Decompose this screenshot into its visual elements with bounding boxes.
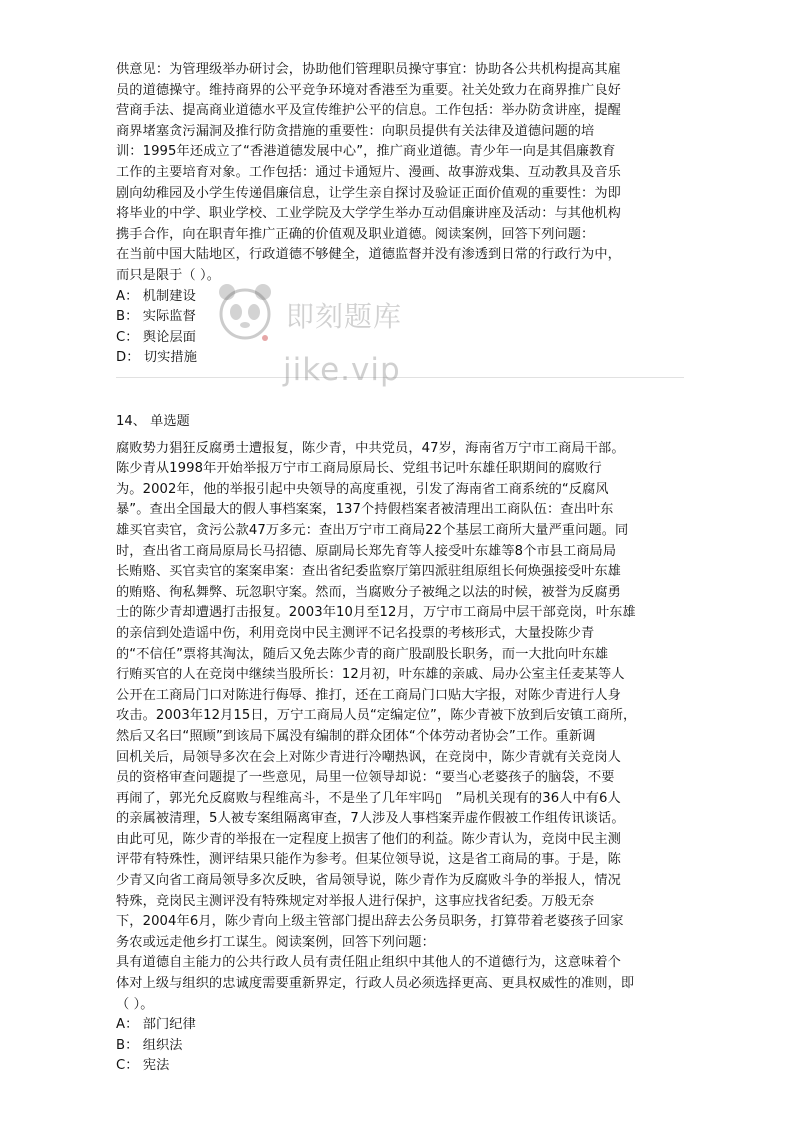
text-line: 的贿赂、徇私舞弊、玩忽职守案。然而，当腐败分子被绳之以法的时候，被誉为反腐勇 xyxy=(116,584,621,600)
text-line: 的亲信到处造谣中伤，利用竞岗中民主测评不记名投票的考核形式，大量投陈少青 xyxy=(116,625,595,641)
text-line: 再闹了，郭光允反腐败与程维高斗，不是坐了几年牢吗▯ ”局机关现有的36人中有6人 xyxy=(116,790,621,806)
question-13-continuation xyxy=(116,60,688,369)
option-a[interactable]: A： 部门纪律 xyxy=(116,1017,196,1033)
watermark-url: jike.vip xyxy=(283,352,401,388)
watermark-name: 即刻题库 xyxy=(286,300,403,333)
question-stem-line: 体对上级与组织的忠诚度需要重新界定，行政人员必须选择更高、更具权威性的准则，即 xyxy=(116,976,635,992)
question-stem-line: 而只是限于（ ）。 xyxy=(116,267,220,283)
text-line: 务农或远走他乡打工谋生。阅读案例，回答下列问题： xyxy=(116,934,435,950)
text-line: 员的道德操守。维持商界的公平竞争环境对香港至为重要。社关处致力在商界推广良好 xyxy=(116,82,621,98)
option-d[interactable]: D： 切实措施 xyxy=(116,350,197,366)
text-line: 训：1995年还成立了“香港道德发展中心”，推广商业道德。青少年一向是其倡廉教育 xyxy=(116,144,616,160)
option-a[interactable]: A： 机制建设 xyxy=(116,288,196,304)
text-line: 的亲属被清理，5人被专案组隔离审查，7人涉及人事档案弄虚作假被工作组传讯谈话。 xyxy=(116,811,625,827)
text-line: 下，2004年6月，陈少青向上级主管部门提出辞去公务员职务，打算带着老婆孩子回家 xyxy=(116,914,624,930)
text-line: 士的陈少青却遭遇打击报复。2003年10月至12月，万宁市工商局中层干部竞岗，叶东雄 xyxy=(116,605,636,621)
text-line: 商界堵塞贪污漏洞及推行防贪措施的重要性：向职员提供有关法律及道德问题的培 xyxy=(116,123,595,139)
question-stem-line: 在当前中国大陆地区，行政道德不够健全，道德监督并没有渗透到日常的行政行为中， xyxy=(116,247,621,263)
option-b[interactable]: B： 组织法 xyxy=(116,1037,183,1053)
option-c[interactable]: C： 舆论层面 xyxy=(116,329,197,345)
text-line: 暴”。查出全国最大的假人事档案案，137个持假档案者被清理出工商队伍：查出叶东 xyxy=(116,502,614,518)
text-line: 供意见：为管理级举办研讨会，协助他们管理职员操守事宜：协助各公共机构提高其雇 xyxy=(116,62,621,77)
question-stem-line: 具有道德自主能力的公共行政人员有责任阻止组织中其他人的不道德行为，这意味着个 xyxy=(116,955,621,971)
text-line: 长贿赂、买官卖官的案案串案：查出省纪委监察厅第四派驻组原组长何焕强接受叶东雄 xyxy=(116,564,621,580)
text-line: 剧向幼稚园及小学生传递倡廉信息，让学生亲自探讨及验证正面价值观的重要性：为即 xyxy=(116,185,621,201)
question-stem-line: （ ）。 xyxy=(116,996,154,1012)
section-divider xyxy=(116,377,684,378)
option-b[interactable]: B： 实际监督 xyxy=(116,309,196,325)
text-line: 为。2002年，他的举报引起中央领导的高度重视，引发了海南省工商系统的“反腐风 xyxy=(116,481,609,497)
text-line: 陈少青从1998年开始举报万宁市工商局原局长、党组书记叶东雄任职期间的腐败行 xyxy=(116,461,602,477)
text-line: 将毕业的中学、职业学校、工业学院及大学学生举办互动倡廉讲座及活动：与其他机构 xyxy=(116,206,621,222)
text-line: 由此可见，陈少青的举报在一定程度上损害了他们的利益。陈少青认为，竞岗中民主测 xyxy=(116,831,621,847)
text-line: 携手合作，向在职青年推广正确的价值观及职业道德。阅读案例，回答下列问题： xyxy=(116,226,595,242)
text-line: 特殊，竞岗民主测评没有特殊规定对举报人进行保护，这事应找省纪委。万般无奈 xyxy=(116,893,595,909)
text-line: 员的资格审查问题提了一些意见，局里一位领导却说：“要当心老婆孩子的脑袋，不要 xyxy=(116,770,615,786)
question-header: 14、 单选题 xyxy=(116,414,190,429)
text-line: 雄买官卖官，贪污公款47万多元：查出万宁市工商局22个基层工商所大量严重问题。同 xyxy=(116,522,629,538)
text-line: 攻击。2003年12月15日，万宁工商局人员“定编定位”，陈少青被下放到后安镇工商所， xyxy=(116,708,637,724)
question-14 xyxy=(116,412,688,1077)
text-line: 营商手法、提高商业道德水平及宣传维护公平的信息。工作包括：举办防贪讲座，提醒 xyxy=(116,103,621,119)
text-line: 回机关后，局领导多次在会上对陈少青进行冷嘲热讽，在竞岗中，陈少青就有关竞岗人 xyxy=(116,749,621,765)
text-line: 公开在工商局门口对陈进行侮辱、推打，还在工商局门口贴大字报，对陈少青进行人身 xyxy=(116,687,621,703)
text-line: 然后又名曰“照顾”到该局下属没有编制的群众团体“个体劳动者协会”工作。重新调 xyxy=(116,728,596,744)
text-line: 工作的主要培育对象。工作包括：通过卡通短片、漫画、故事游戏集、互动教具及音乐 xyxy=(116,164,621,180)
option-c[interactable]: C： 宪法 xyxy=(116,1058,170,1074)
text-line: 评带有特殊性，测评结果只能作为参考。但某位领导说，这是省工商局的事。于是，陈 xyxy=(116,852,621,868)
text-line: 腐败势力猖狂反腐勇士遭报复，陈少青，中共党员，47岁，海南省万宁市工商局干部。 xyxy=(116,440,625,456)
text-line: 时，查出省工商局原局长马招德、原副局长郑先育等人接受叶东雄等8个市县工商局局 xyxy=(116,543,617,559)
text-line: 的“不信任”票将其淘汰，随后又免去陈少青的商广股副股长职务，而一大批向叶东雄 xyxy=(116,646,609,662)
text-line: 少青又向省工商局领导多次反映，省局领导说，陈少青作为反腐败斗争的举报人，情况 xyxy=(116,873,621,889)
text-line: 行贿买官的人在竞岗中继续当股所长：12月初，叶东雄的亲戚、局办公室主任麦某等人 xyxy=(116,667,625,683)
